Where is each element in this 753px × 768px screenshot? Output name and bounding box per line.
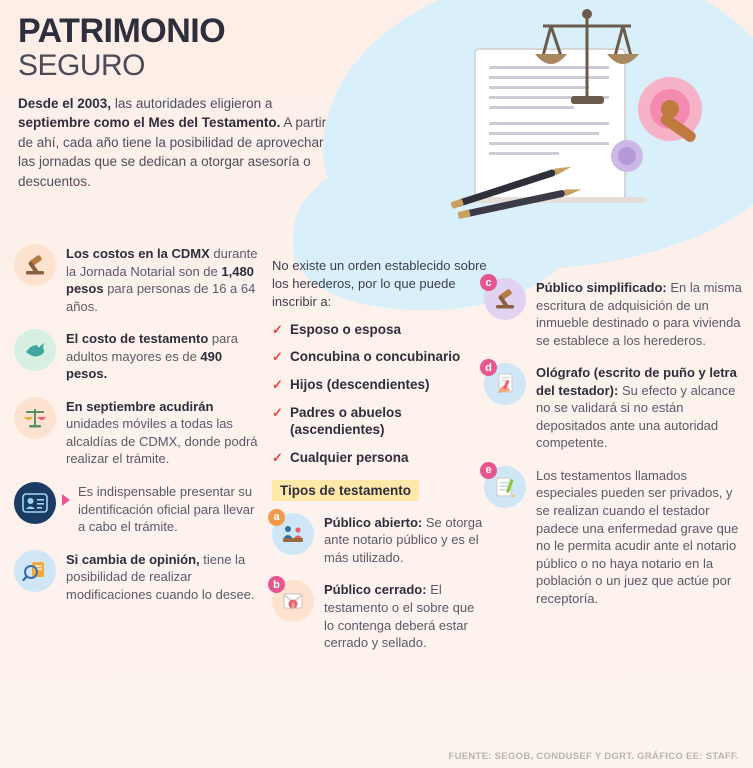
item-text-1: Se otorga ante notario público y es el más utilizado. bbox=[324, 514, 483, 565]
list-item: ✓ Concubina o concubinario bbox=[272, 349, 487, 366]
list-item-text bbox=[78, 482, 264, 536]
right-column bbox=[484, 278, 742, 621]
list-item: ✓ Cualquier persona bbox=[272, 450, 487, 467]
list-item-text bbox=[66, 244, 264, 315]
left-column bbox=[14, 244, 264, 617]
list-item-text bbox=[536, 363, 742, 452]
item-text-1: Su efecto y alcance no se validará si no están depositados ante una autoridad competente. bbox=[536, 382, 736, 451]
notary-people-icon bbox=[272, 513, 314, 555]
list-item-text bbox=[66, 550, 264, 604]
intro-text-2: A partir de ahí, cada año tiene la posibilidad de aprovechar las jornadas que se dedican a otorgar asesoría o descuentos. bbox=[18, 115, 327, 189]
heirs-check-list bbox=[272, 322, 487, 467]
badge-letter-e: e bbox=[480, 462, 497, 479]
section-label-tipos-de-testamento: Tipos de testamento bbox=[272, 480, 419, 501]
list-item-text bbox=[536, 466, 742, 607]
header bbox=[18, 14, 358, 205]
sealed-envelope-icon bbox=[272, 580, 314, 622]
item-text-1: durante la Jornada Notarial son de bbox=[66, 246, 258, 279]
list-item bbox=[14, 244, 264, 315]
list-item bbox=[14, 482, 264, 536]
badge-letter-c: c bbox=[480, 274, 497, 291]
list-item bbox=[484, 278, 742, 349]
magnifier-document-icon bbox=[14, 550, 56, 592]
source-footer: FUENTE: SEGOB, CONDUSEF Y DGRT. GRÁFICO EE: STAFF. bbox=[448, 751, 739, 762]
list-item bbox=[484, 363, 742, 452]
page-title-line2: SEGURO bbox=[18, 49, 146, 82]
item-text-1: unidades móviles a todas las alcaldías de CDMX, donde podrá realizar el trámite. bbox=[66, 416, 258, 467]
list-item bbox=[14, 397, 264, 468]
list-item-text bbox=[66, 397, 264, 468]
hand-writing-icon bbox=[484, 363, 526, 405]
intro-text-1: las autoridades eligieron a bbox=[111, 95, 273, 111]
list-item bbox=[14, 550, 264, 604]
badge-letter-b: b bbox=[268, 576, 285, 593]
document-pencil-icon bbox=[484, 466, 526, 508]
item-text-1: Los testamentos llamados especiales pueden ser privados, y se realizan cuando el testador padece una enfermedad grave que no le permita acudir ante el notario público o no haya notario en la población o un juez que actúe por receptoría. bbox=[536, 467, 739, 606]
hero-illustration bbox=[365, 4, 745, 234]
gavel-icon bbox=[14, 244, 56, 286]
item-text-1: El testamento o el sobre que lo contenga deberá estar cerrado y sellado. bbox=[324, 582, 475, 651]
item-bold-1: Público simplificado: bbox=[536, 280, 667, 295]
item-text-1: tiene la posibilidad de realizar modificaciones cuando lo desee. bbox=[66, 551, 255, 602]
intro-bold-2: septiembre como el Mes del Testamento. bbox=[18, 115, 281, 131]
list-item: ✓ Hijos (descendientes) bbox=[272, 377, 487, 394]
heirs-lead-text: No existe un orden establecido sobre los herederos, por lo que puede inscribir a: bbox=[272, 258, 487, 310]
item-bold-1: Público abierto: bbox=[324, 514, 423, 530]
intro-bold-1: Desde el 2003, bbox=[18, 95, 112, 111]
item-bold-2: 490 pesos. bbox=[66, 348, 223, 382]
list-item bbox=[14, 329, 264, 383]
middle-column bbox=[272, 244, 487, 666]
bird-icon bbox=[14, 329, 56, 371]
list-item bbox=[272, 580, 487, 651]
list-item-text bbox=[66, 329, 264, 383]
list-item-text bbox=[324, 580, 487, 651]
scales-icon bbox=[14, 397, 56, 439]
list-item bbox=[272, 513, 487, 567]
arrow-right-icon bbox=[62, 494, 70, 506]
list-item-text bbox=[324, 513, 487, 567]
gavel-purple-icon bbox=[484, 278, 526, 320]
item-bold-1: El costo de testamento bbox=[66, 331, 209, 347]
item-bold-2: 1,480 pesos bbox=[66, 263, 254, 297]
page-title-line1: PATRIMONIO bbox=[18, 12, 226, 50]
id-card-icon bbox=[14, 482, 56, 524]
list-item: ✓ Padres o abuelos (ascendientes) bbox=[272, 405, 487, 439]
intro-paragraph bbox=[18, 94, 338, 192]
item-text-1: para adultos mayores es de bbox=[66, 331, 238, 364]
item-text-1: Es indispensable presentar su identificación oficial para llevar a cabo el trámite. bbox=[78, 484, 255, 535]
badge-letter-a: a bbox=[268, 509, 285, 526]
list-item bbox=[484, 466, 742, 607]
badge-letter-d: d bbox=[480, 359, 497, 376]
list-item: ✓ Esposo o esposa bbox=[272, 322, 487, 339]
list-item-text bbox=[536, 278, 742, 349]
item-text-1: En la misma escritura de adquisición de un inmueble destinado o para vivienda se establece a los herederos. bbox=[536, 280, 742, 348]
item-bold-1: En septiembre acudirán bbox=[66, 398, 214, 414]
item-bold-1: Si cambia de opinión, bbox=[66, 551, 200, 567]
item-text-2: para personas de 16 a 64 años. bbox=[66, 281, 256, 314]
item-bold-1: Ológrafo (escrito de puño y letra del testador): bbox=[536, 365, 737, 398]
svg-text:§: § bbox=[291, 603, 295, 610]
item-bold-1: Público cerrado: bbox=[324, 582, 427, 598]
item-bold-1: Los costos en la CDMX bbox=[66, 246, 210, 261]
